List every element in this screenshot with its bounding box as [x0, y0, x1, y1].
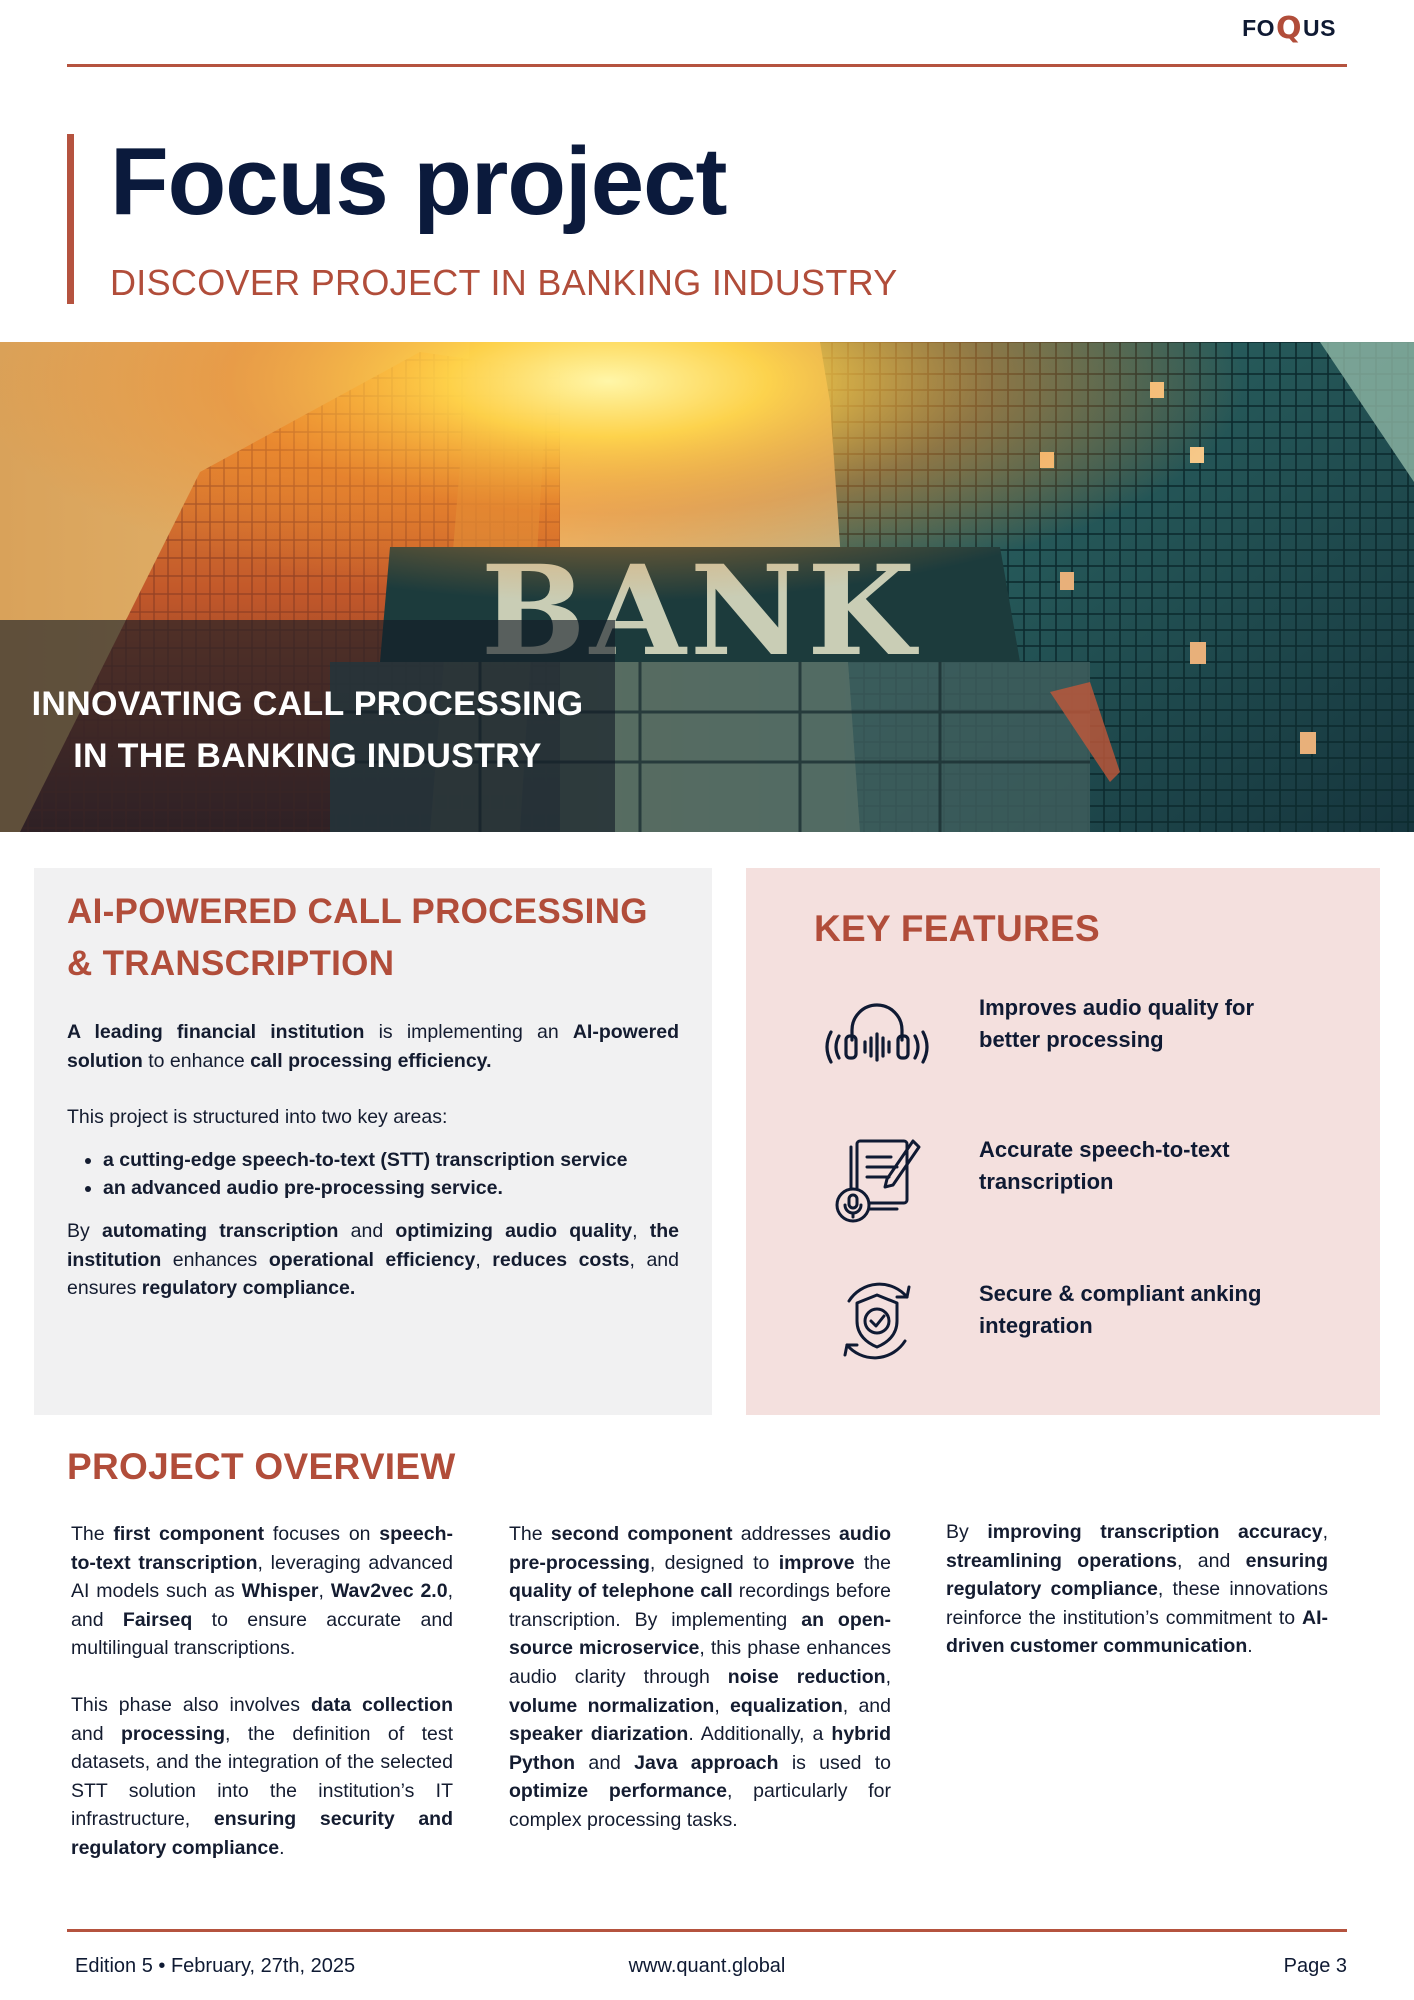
- bold-text-run: quality of telephone call: [509, 1580, 733, 1603]
- bold-text-run: equalization: [730, 1694, 843, 1717]
- overview-column-2: [509, 1520, 891, 1835]
- logo-text-left: FO: [1242, 15, 1276, 41]
- bold-text-run: second component: [550, 1523, 733, 1545]
- page-title: Focus project: [110, 128, 727, 235]
- bold-text-run: AI-driven customer communication: [946, 1606, 1328, 1658]
- footer-website-link[interactable]: www.quant.global: [628, 1955, 786, 1977]
- feature-text: Accurate speech-to-text transcription: [979, 1137, 1230, 1194]
- ai-outcome-paragraph: [67, 1217, 679, 1303]
- bold-text-run: the institution: [67, 1219, 679, 1271]
- bold-text-run: optimizing audio quality: [395, 1219, 633, 1242]
- document-microphone-pen-icon: [814, 1122, 940, 1232]
- bold-text-run: AI-powered solution: [67, 1021, 680, 1072]
- text-run: The: [509, 1523, 551, 1545]
- hero-bank-image: [0, 342, 1414, 832]
- bold-text-run: data collection: [310, 1693, 453, 1716]
- text-run: ,: [885, 1665, 891, 1688]
- shield-check-icon: [814, 1266, 940, 1376]
- text-run: recordings before transcription. By implementing: [509, 1580, 892, 1631]
- feature-audio-quality: [814, 980, 1334, 1090]
- bold-text-run: audio pre-processing: [509, 1523, 891, 1574]
- feature-secure-integration: [814, 1266, 1334, 1376]
- text-run: is used to: [778, 1751, 891, 1774]
- footer-page-number: Page 3: [1283, 1955, 1347, 1977]
- bold-text-run: noise reduction: [727, 1665, 886, 1688]
- overview-col2-paragraph: [509, 1520, 891, 1835]
- bold-text-run: an open-source microservice: [509, 1608, 891, 1660]
- ai-intro-paragraph: [67, 1018, 679, 1075]
- text-run: , this phase enhances audio clarity through: [509, 1637, 891, 1688]
- text-run: , the definition of test datasets, and the integration of the selected STT solution into the institution’s IT infrastructure,: [71, 1722, 453, 1831]
- hero-caption-line-1: INNOVATING CALL PROCESSING: [31, 685, 584, 723]
- feature-speech-to-text: [814, 1122, 1334, 1232]
- key-features-heading: KEY FEATURES: [814, 908, 1100, 949]
- text-run: ,: [318, 1580, 331, 1603]
- page-subtitle: DISCOVER PROJECT IN BANKING INDUSTRY: [110, 262, 898, 303]
- text-run: , leveraging advanced AI models such as: [71, 1551, 453, 1603]
- footer-divider: [67, 1929, 1347, 1932]
- text-run: to ensure accurate and multilingual transcriptions.: [71, 1608, 454, 1660]
- logo-text-right: US: [1303, 15, 1336, 41]
- ai-structure-paragraph: This project is structured into two key areas:: [67, 1106, 448, 1129]
- ai-heading-line-2: & TRANSCRIPTION: [67, 944, 395, 983]
- ai-section-heading: [67, 886, 667, 990]
- list-item: • a cutting-edge speech-to-text (STT) transcription service: [103, 1146, 679, 1175]
- text-run: .: [1247, 1635, 1253, 1658]
- text-run: This phase also involves: [71, 1693, 311, 1716]
- text-run: ,: [632, 1219, 650, 1242]
- text-run: and: [338, 1219, 396, 1242]
- text-run: By: [67, 1219, 102, 1242]
- bold-text-run: speech-to-text transcription: [71, 1523, 453, 1574]
- text-run: The: [71, 1523, 114, 1545]
- focus-logo: [1242, 10, 1336, 46]
- text-run: By: [946, 1521, 988, 1543]
- logo-q-icon: Q: [1276, 10, 1303, 46]
- overview-column-1: [71, 1520, 453, 1863]
- text-run: , and: [842, 1694, 891, 1717]
- overview-col1-paragraph-1: [71, 1520, 453, 1663]
- bold-text-run: reduces costs: [492, 1248, 630, 1271]
- bold-text-run: Wav2vec 2.0: [330, 1580, 448, 1603]
- text-run: and: [575, 1751, 635, 1774]
- bold-text-run: call processing efficiency.: [250, 1049, 492, 1072]
- bold-text-run: automating transcription: [101, 1219, 339, 1242]
- bold-text-run: improve: [778, 1551, 855, 1574]
- ai-heading-line-1: AI-POWERED CALL PROCESSING: [67, 892, 648, 931]
- bold-text-run: regulatory compliance.: [141, 1277, 356, 1300]
- ai-section-body: [67, 1018, 679, 1303]
- text-run: , these innovations reinforce the institution’s commitment to: [946, 1578, 1328, 1629]
- key-features-panel: [746, 868, 1380, 1415]
- text-run: .: [279, 1836, 285, 1859]
- header-divider: [67, 64, 1347, 67]
- project-overview-heading: PROJECT OVERVIEW: [67, 1446, 456, 1487]
- headphones-audio-icon: [814, 980, 940, 1090]
- hero-caption: [0, 678, 615, 782]
- bold-text-run: ensuring regulatory compliance: [946, 1549, 1328, 1601]
- text-run: addresses: [732, 1523, 839, 1545]
- text-run: enhances: [161, 1248, 269, 1271]
- bold-text-run: Java approach: [634, 1751, 779, 1774]
- feature-text: Improves audio quality for better processing: [979, 995, 1255, 1052]
- feature-text: Secure & compliant anking integration: [979, 1281, 1262, 1338]
- text-run: is implementing an: [364, 1021, 573, 1043]
- text-run: , particularly for complex processing tasks.: [509, 1780, 891, 1831]
- text-run: ,: [475, 1248, 493, 1271]
- list-item: • an advanced audio pre-processing service.: [103, 1174, 679, 1203]
- overview-col1-paragraph-2: [71, 1691, 453, 1863]
- text-run: , designed to: [649, 1551, 779, 1574]
- text-run: ,: [714, 1694, 731, 1717]
- bold-text-run: first component: [113, 1523, 265, 1545]
- bold-text-run: streamlining operations: [946, 1549, 1177, 1572]
- bold-text-run: improving transcription accuracy: [987, 1521, 1323, 1543]
- footer-edition: Edition 5 • February, 27th, 2025: [75, 1955, 356, 1977]
- hero-caption-line-2: IN THE BANKING INDUSTRY: [73, 737, 542, 775]
- bold-text-run: operational efficiency: [268, 1248, 476, 1271]
- text-run: to enhance: [142, 1049, 251, 1072]
- bold-text-run: optimize performance: [509, 1780, 727, 1803]
- text-run: , and: [71, 1580, 453, 1631]
- ai-section-panel: [34, 868, 712, 1415]
- text-run: , and: [1176, 1549, 1246, 1572]
- bold-text-run: speaker diarization: [509, 1723, 689, 1746]
- text-run: , and ensures: [67, 1248, 679, 1300]
- text-run: the: [854, 1551, 891, 1574]
- bold-text-run: processing: [120, 1722, 226, 1745]
- bold-text-run: volume normalization: [509, 1694, 715, 1717]
- bold-text-run: Whisper: [241, 1580, 319, 1603]
- text-run: . Additionally, a: [688, 1723, 832, 1746]
- text-run: focuses on: [264, 1523, 380, 1545]
- overview-column-3: [946, 1518, 1328, 1661]
- overview-col3-paragraph: [946, 1518, 1328, 1661]
- bold-text-run: A leading financial institution: [67, 1021, 365, 1043]
- key-areas-list: [103, 1146, 679, 1203]
- text-run: ,: [1322, 1521, 1328, 1543]
- bold-text-run: Fairseq: [122, 1608, 193, 1631]
- bold-text-run: hybrid Python: [509, 1723, 892, 1774]
- text-run: and: [71, 1722, 121, 1745]
- title-block: [67, 128, 898, 304]
- bold-text-run: ensuring security and regulatory compliance: [71, 1808, 453, 1859]
